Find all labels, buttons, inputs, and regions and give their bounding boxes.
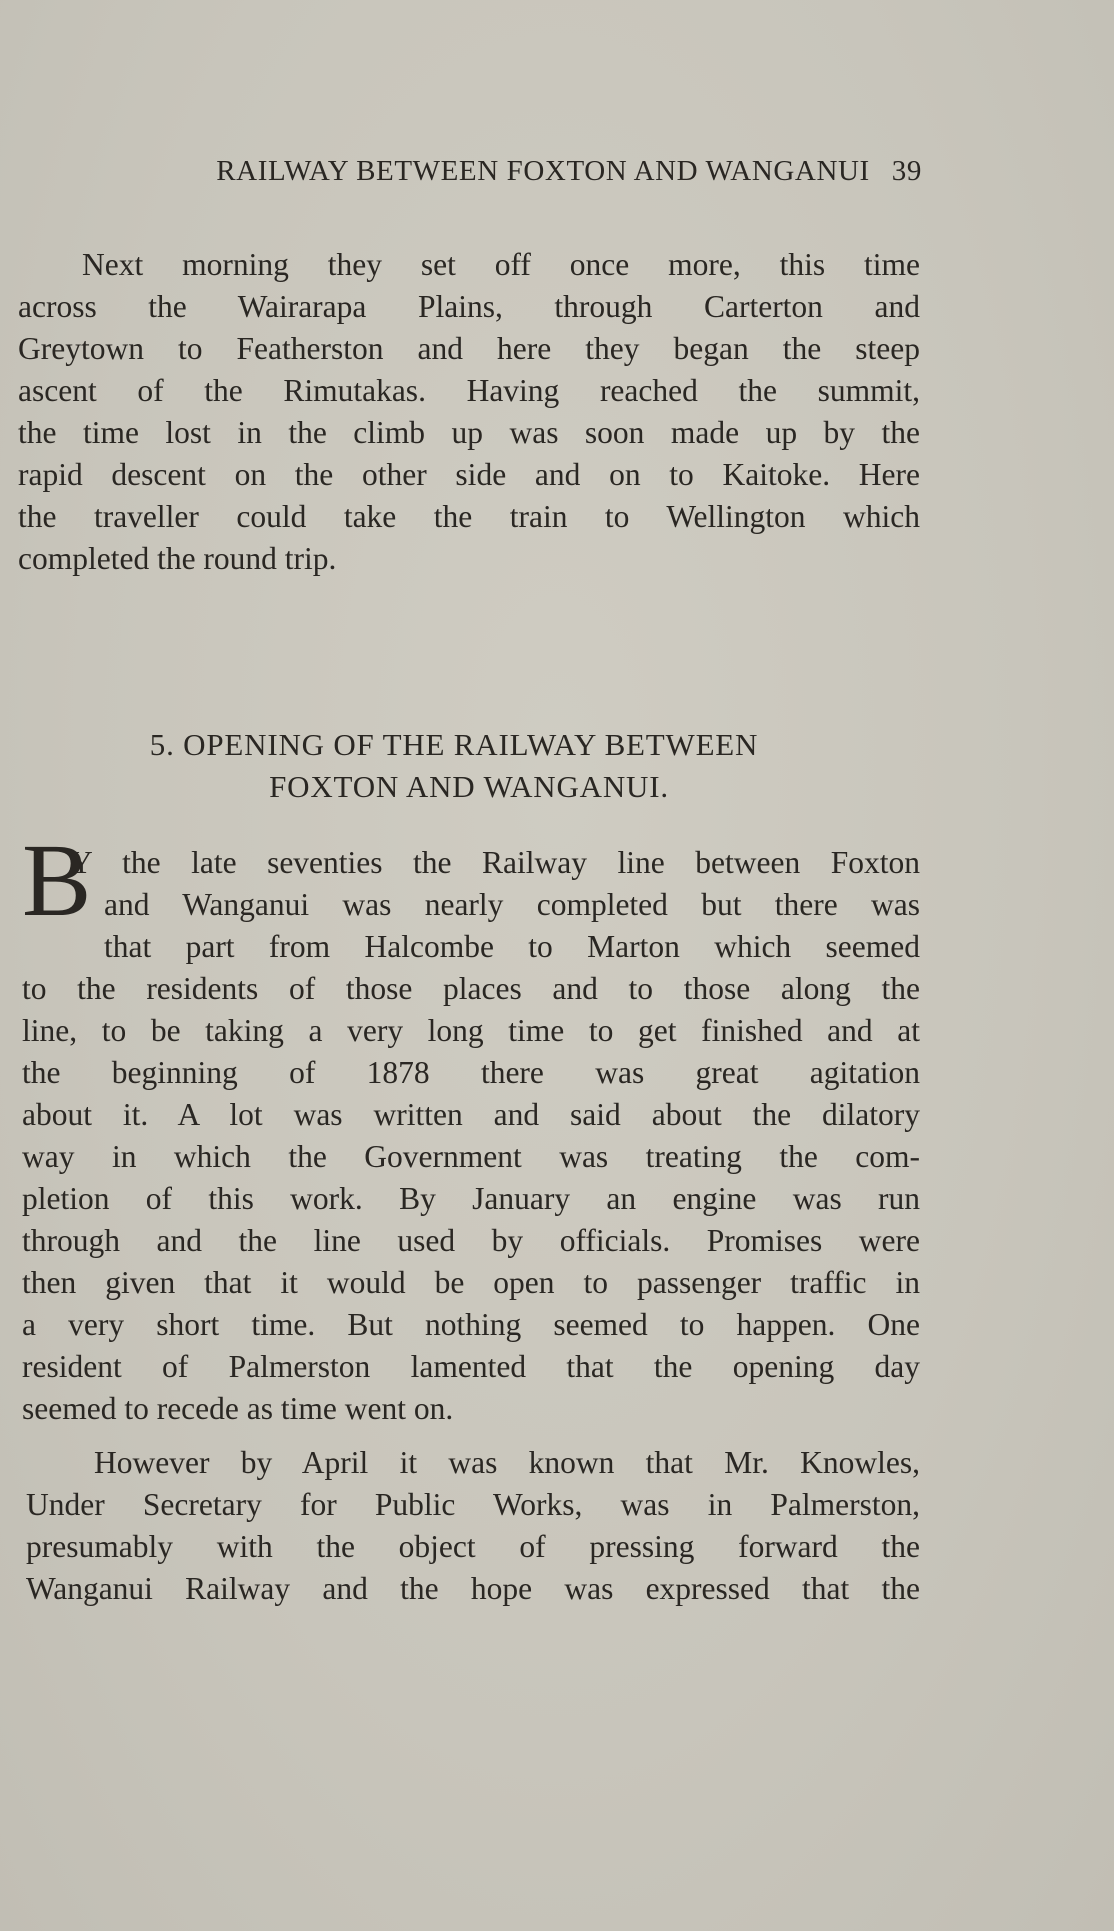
text-line: the time lost in the climb up was soon made up by the [18, 415, 920, 450]
text-line: resident of Palmerston lamented that the opening day [22, 1349, 920, 1384]
text-line: Greytown to Featherston and here they began the steep [18, 331, 920, 366]
text-line: and Wanganui was nearly completed but there was [104, 887, 920, 922]
text-line: to the residents of those places and to those along the [22, 971, 920, 1006]
text-line: line, to be taking a very long time to get finished and at [22, 1013, 920, 1048]
text-line: presumably with the object of pressing forward the [26, 1529, 920, 1564]
text-line: across the Wairarapa Plains, through Carterton and [18, 289, 920, 324]
text-line: way in which the Government was treating the com- [22, 1139, 920, 1174]
paragraph-3 [18, 1442, 920, 1610]
text-line: rapid descent on the other side and on to Kaitoke. Here [18, 457, 920, 492]
text-line: ascent of the Rimutakas. Having reached the summit, [18, 373, 920, 408]
text-line: Under Secretary for Public Works, was in Palmerston, [26, 1487, 920, 1522]
text-line: the beginning of 1878 there was great agitation [22, 1055, 920, 1090]
running-header [72, 155, 922, 188]
text-line: that part from Halcombe to Marton which seemed [104, 929, 920, 964]
section-heading-line-1: 5. OPENING OF THE RAILWAY BETWEEN [149, 727, 759, 762]
text-line: Next morning they set off once more, this time [82, 247, 920, 282]
running-title: RAILWAY BETWEEN FOXTON AND WANGANUI [216, 155, 870, 187]
text-line: through and the line used by officials. Promises were [22, 1223, 920, 1258]
page-number: 39 [891, 155, 922, 187]
paragraph-2 [18, 842, 920, 1430]
text-line: Y the late seventies the Railway line between Foxton [70, 845, 920, 880]
text-line: Wanganui Railway and the hope was expressed that the [26, 1571, 920, 1606]
text-line: about it. A lot was written and said about the dilatory [22, 1097, 920, 1132]
drop-cap: B [22, 823, 92, 938]
text-line: a very short time. But nothing seemed to happen. One [22, 1307, 920, 1342]
text-line: the traveller could take the train to Wellington which [18, 499, 920, 534]
section-heading [18, 724, 920, 808]
text-line: pletion of this work. By January an engine was run [22, 1181, 920, 1216]
text-line: However by April it was known that Mr. Knowles, [94, 1445, 920, 1480]
paragraph-1 [18, 244, 920, 580]
text-line: seemed to recede as time went on. [22, 1391, 454, 1426]
text-line: completed the round trip. [18, 541, 337, 576]
text-line: then given that it would be open to passenger traffic in [22, 1265, 920, 1300]
section-heading-line-2: FOXTON AND WANGANUI. [269, 769, 669, 804]
